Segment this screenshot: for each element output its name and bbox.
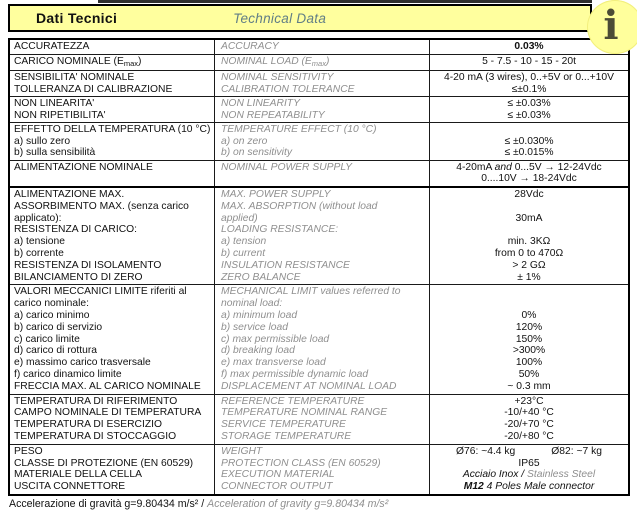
spec-label-en: LOADING RESISTANCE: [221, 224, 339, 236]
spec-label-it: VALORI MECCANICI LIMITE riferiti al [14, 286, 187, 298]
spec-label-it [14, 56, 214, 70]
label-it-cell [10, 55, 215, 71]
spec-label-it: a) carico minimo [14, 309, 90, 321]
subscript-max: max [311, 58, 326, 68]
footnote-italian: Accelerazione di gravità g=9.80434 m/s² [9, 498, 199, 510]
spec-label-en: nominal load: [221, 298, 283, 310]
spec-label-it: TEMPERATURA DI ESERCIZIO [14, 419, 162, 431]
label-it-cell [10, 123, 215, 160]
spec-value [430, 173, 628, 185]
spec-label-en: e) max transverse load [221, 357, 326, 369]
spec-value: 100% [515, 357, 543, 369]
spec-value: ≤±0.1% [511, 83, 547, 95]
row-weight-protection-material-connector [10, 445, 628, 494]
spec-label-en: MECHANICAL LIMIT values referred to [221, 286, 401, 298]
value-cell [430, 445, 628, 494]
label-it-cell [10, 445, 215, 494]
spec-value [430, 224, 628, 236]
spec-label-en: NON REPEATABILITY [221, 109, 325, 121]
spec-value: 50% [518, 368, 540, 380]
spec-label-it: CLASSE DI PROTEZIONE (EN 60529) [14, 457, 194, 469]
value-cell [430, 395, 628, 444]
right-arrow-icon: → [544, 161, 555, 173]
spec-label-it: MATERIALE DELLA CELLA [14, 469, 143, 481]
weight-d82: Ø82: ~7 kg [551, 445, 602, 457]
value-cell [430, 97, 628, 122]
text-fragment: 0...5V [511, 161, 545, 173]
spec-label-en: EXECUTION MATERIAL [221, 469, 335, 481]
spec-label-it: BILANCIAMENTO DI ZERO [14, 271, 143, 283]
value-cell [430, 123, 628, 160]
text-fragment: 18-24Vdc [529, 173, 577, 184]
spec-value-weight [430, 446, 628, 458]
footnote-english: Acceleration of gravity g=9.80434 m/s² [207, 498, 389, 510]
spec-label-en: a) on zero [221, 135, 268, 147]
row-accuracy [10, 40, 628, 55]
spec-label-en: STORAGE TEMPERATURE [221, 430, 352, 442]
spec-label-it: b) carico di servizio [14, 321, 103, 333]
row-nominal-power-supply [10, 161, 628, 186]
spec-value: +23°C [514, 395, 544, 407]
spec-label-en: NOMINAL SENSITIVITY [221, 72, 334, 83]
spec-value-connector [430, 481, 628, 493]
footnote-separator: / [198, 498, 208, 510]
spec-label-it: ACCURATEZZA [14, 41, 90, 52]
spec-value: 150% [515, 333, 543, 345]
spec-label-it: RESISTENZA DI CARICO: [14, 224, 138, 236]
row-linearity-repeatability [10, 97, 628, 123]
text-fragment: / [518, 469, 527, 481]
spec-label-it: f) carico dinamico limite [14, 368, 122, 380]
spec-value: ≤ ±0.03% [507, 109, 551, 121]
row-max-power-and-resistances [10, 188, 628, 285]
value-cell [430, 161, 628, 186]
spec-label-en: b) current [221, 247, 266, 259]
spec-value [430, 201, 628, 213]
spec-value: from 0 to 470Ω [494, 247, 564, 259]
spec-label-it: d) carico di rottura [14, 345, 97, 357]
spec-value: >300% [512, 345, 546, 357]
row-mechanical-limits [10, 285, 628, 394]
label-it-cell [10, 97, 215, 122]
spec-label-en: b) on sensitivity [221, 147, 292, 158]
spec-value: 120% [515, 321, 543, 333]
spec-label-en: MAX. POWER SUPPLY [221, 189, 331, 200]
spec-label-it: carico nominale: [14, 298, 89, 310]
spec-value: -20/+70 °C [504, 419, 554, 431]
label-en-cell [215, 97, 430, 122]
label-en-cell [215, 161, 430, 186]
spec-label-en: ACCURACY [221, 41, 279, 52]
spec-label-it: EFFETTO DELLA TEMPERATURA (10 °C) [14, 124, 211, 135]
spec-label-it: NON LINEARITA' [14, 98, 95, 109]
value-cell [430, 55, 628, 71]
spec-value [430, 162, 628, 174]
text-fragment: 4-20mA [456, 161, 495, 173]
label-en-cell [215, 188, 430, 284]
spec-value: min. 3KΩ [507, 236, 551, 248]
spec-label-en: f) max permissible dynamic load [221, 368, 369, 380]
text-fragment: ) [138, 55, 142, 67]
spec-value: ~ 0.3 mm [507, 380, 551, 392]
spec-label-it: PESO [14, 445, 43, 457]
page-title-italian: Dati Tecnici [36, 10, 118, 26]
spec-label-it: c) carico limite [14, 333, 80, 345]
spec-label-en: INSULATION RESISTANCE [221, 259, 350, 271]
spec-value: -20/+80 °C [504, 430, 554, 442]
spec-label-en: CALIBRATION TOLERANCE [221, 83, 355, 95]
material-english: Stainless Steel [527, 469, 596, 481]
subscript-max: max [123, 58, 139, 68]
spec-value: ≤ ±0.015% [504, 147, 554, 158]
spec-value [430, 124, 628, 136]
spec-label-en: REFERENCE TEMPERATURE [221, 395, 365, 407]
spec-label-it: TOLLERANZA DI CALIBRAZIONE [14, 83, 173, 95]
text-fragment: CARICO NOMINALE (E [14, 55, 124, 67]
label-en-cell [215, 55, 430, 71]
spec-label-en: a) minimum load [221, 309, 298, 321]
spec-value-material [430, 469, 628, 481]
text-fragment: NOMINAL LOAD (E [221, 55, 312, 67]
info-icon [587, 0, 637, 54]
header-banner [8, 4, 592, 32]
spec-value: 5 - 7.5 - 10 - 15 - 20t [482, 55, 576, 67]
spec-label-en: TEMPERATURE NOMINAL RANGE [221, 407, 388, 419]
row-sensitivity-calibration [10, 71, 628, 97]
row-temperature-effect [10, 123, 628, 161]
spec-value: > 2 GΩ [512, 259, 546, 271]
label-it-cell [10, 285, 215, 393]
spec-value [430, 298, 628, 310]
gravity-footnote [9, 498, 388, 510]
spec-label-en: PROTECTION CLASS (EN 60529) [221, 457, 381, 469]
spec-label-en: NON LINEARITY [221, 98, 300, 109]
text-fragment: and [494, 161, 512, 173]
spec-label-en: a) tension [221, 236, 267, 248]
spec-label-it: TEMPERATURA DI STOCCAGGIO [14, 430, 177, 442]
spec-label-en: NOMINAL POWER SUPPLY [221, 161, 353, 173]
spec-label-en: CONNECTOR OUTPUT [221, 481, 333, 493]
row-temperatures [10, 395, 628, 445]
label-it-cell [10, 188, 215, 284]
connector-model: M12 [463, 481, 484, 493]
spec-label-en: applied) [221, 212, 258, 224]
spec-value: 0% [521, 309, 537, 321]
label-en-cell [215, 445, 430, 494]
row-nominal-load [10, 55, 628, 72]
label-en-cell [215, 123, 430, 160]
label-en-cell [215, 71, 430, 96]
page-title-english: Technical Data [233, 10, 327, 26]
spec-label-en: MAX. ABSORPTION (without load [221, 200, 378, 212]
spec-value: ≤ ±0.030% [504, 135, 554, 147]
spec-value-protection: IP65 [518, 457, 540, 469]
spec-label-it: a) tensione [14, 236, 65, 248]
spec-value [430, 286, 628, 298]
text-fragment: 4 Poles Male connector [483, 481, 595, 493]
spec-label-it: USCITA CONNETTORE [14, 481, 126, 493]
spec-label-en: DISPLACEMENT AT NOMINAL LOAD [221, 380, 397, 392]
spec-label-it: TEMPERATURA DI RIFERIMENTO [14, 395, 178, 407]
spec-label-it: ALIMENTAZIONE NOMINALE [14, 161, 153, 173]
spec-label-it: SENSIBILITA' NOMINALE [14, 72, 135, 83]
spec-table-lower [8, 186, 630, 496]
text-fragment: ) [325, 55, 330, 67]
spec-label-it: ALIMENTAZIONE MAX. [14, 189, 125, 200]
spec-value: 28Vdc [514, 189, 544, 200]
spec-label-it: a) sullo zero [14, 135, 71, 147]
label-en-cell [215, 395, 430, 444]
info-icon-glyph: i [603, 1, 619, 49]
spec-label-en: d) breaking load [221, 345, 295, 357]
spec-label-en [221, 56, 429, 70]
spec-label-it: NON RIPETIBILITA' [14, 109, 106, 121]
material-italian: Acciaio Inox [462, 469, 519, 481]
value-cell [430, 71, 628, 96]
spec-label-it: FRECCIA MAX. AL CARICO NOMINALE [14, 380, 201, 392]
spec-value: ≤ ±0.03% [507, 98, 551, 109]
label-it-cell [10, 161, 215, 186]
spec-value: 30mA [515, 212, 543, 224]
text-fragment: 12-24Vdc [554, 161, 602, 173]
spec-label-it: applicato): [14, 212, 62, 224]
spec-label-en: SERVICE TEMPERATURE [221, 419, 346, 431]
value-cell [430, 285, 628, 393]
spec-label-en: WEIGHT [221, 445, 263, 457]
spec-label-it: e) massimo carico trasversale [14, 357, 151, 369]
label-en-cell [215, 40, 430, 54]
label-it-cell [10, 71, 215, 96]
label-en-cell [215, 285, 430, 393]
spec-label-en: b) service load [221, 321, 288, 333]
value-cell [430, 188, 628, 284]
spec-label-en: c) max permissible load [221, 333, 330, 345]
spec-label-it: CAMPO NOMINALE DI TEMPERATURA [14, 407, 202, 419]
right-arrow-icon: → [519, 173, 530, 184]
text-fragment: 0....10V [481, 173, 520, 184]
spec-value: 4-20 mA (3 wires), 0..+5V or 0...+10V [444, 72, 614, 83]
label-it-cell [10, 40, 215, 54]
spec-value: 0.03% [514, 41, 544, 52]
weight-d76: Ø76: ~4.4 kg [456, 445, 516, 457]
spec-label-it: b) corrente [14, 247, 64, 259]
spec-label-it: b) sulla sensibilità [14, 147, 96, 158]
spec-value: -10/+40 °C [504, 407, 554, 419]
top-edge-line [98, 0, 592, 3]
spec-label-it: RESISTENZA DI ISOLAMENTO [14, 259, 162, 271]
spec-label-en: ZERO BALANCE [221, 271, 301, 283]
spec-table-upper [8, 38, 630, 188]
spec-label-it: ASSORBIMENTO MAX. (senza carico [14, 200, 189, 212]
label-it-cell [10, 395, 215, 444]
spec-value: ± 1% [517, 271, 541, 283]
spec-label-en: TEMPERATURE EFFECT (10 °C) [221, 124, 377, 135]
